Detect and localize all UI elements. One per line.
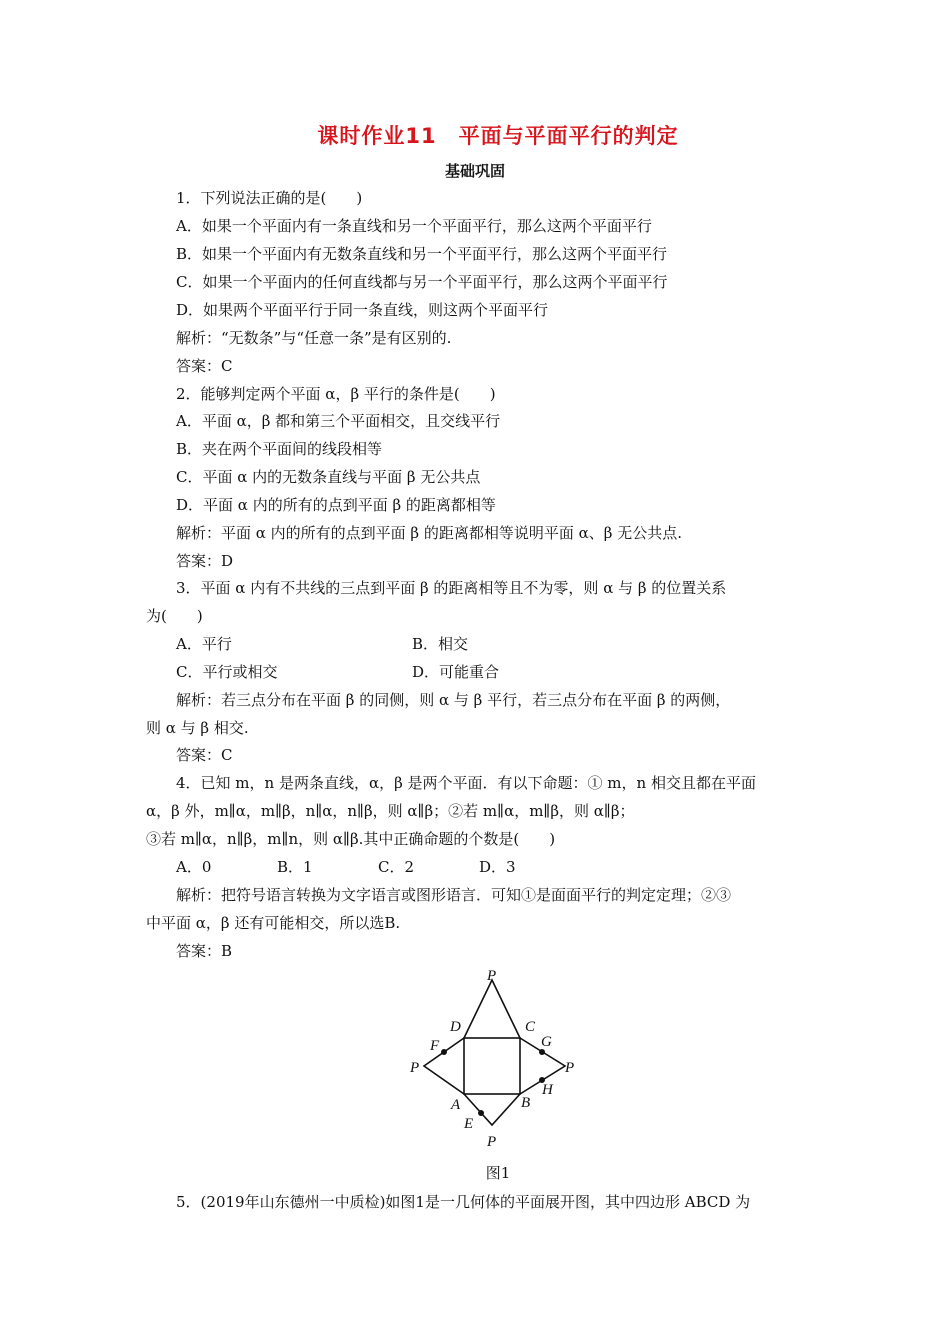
point-f-dot bbox=[441, 1049, 447, 1055]
q4-analysis-line1: 解析：把符号语言转换为文字语言或图形语言．可知①是面面平行的判定定理；②③ bbox=[176, 886, 732, 904]
base-square-abcd bbox=[464, 1038, 520, 1094]
label-d: D bbox=[450, 1019, 461, 1035]
q4-option-b: B．1 bbox=[277, 858, 313, 876]
q4-answer: 答案：B bbox=[176, 942, 233, 960]
q1-option-c: C．如果一个平面内的任何直线都与另一个平面平行，那么这两个平面平行 bbox=[176, 273, 668, 291]
q1-answer: 答案：C bbox=[176, 357, 233, 375]
label-h: H bbox=[542, 1082, 553, 1098]
q2-option-c: C．平面 α 内的无数条直线与平面 β 无公共点 bbox=[176, 468, 481, 486]
q3-option-b: B．相交 bbox=[412, 635, 469, 653]
label-b: B bbox=[521, 1095, 531, 1111]
q3-stem-line2: 为( ) bbox=[146, 607, 203, 625]
label-p-left: P bbox=[410, 1060, 420, 1076]
q3-analysis-line1: 解析：若三点分布在平面 β 的同侧，则 α 与 β 平行，若三点分布在平面 β 的两侧， bbox=[176, 691, 731, 709]
q4-stem-line2: α，β 外，m∥α，m∥β，n∥α，n∥β，则 α∥β；②若 m∥α，m∥β，则 α∥β； bbox=[146, 802, 635, 820]
q4-analysis-line2: 中平面 α，β 还有可能相交，所以选B. bbox=[146, 914, 401, 932]
q4-option-d: D．3 bbox=[479, 858, 516, 876]
q4-stem-line3: ③若 m∥α，n∥β，m∥n，则 α∥β.其中正确命题的个数是( ) bbox=[146, 830, 556, 848]
q1-stem: 1．下列说法正确的是( ) bbox=[176, 189, 363, 207]
top-triangle bbox=[464, 980, 520, 1038]
q1-analysis: 解析：“无数条”与“任意一条”是有区别的. bbox=[176, 329, 452, 347]
q2-option-a: A．平面 α，β 都和第三个平面相交，且交线平行 bbox=[176, 412, 501, 430]
section-heading: 基础巩固 bbox=[444, 162, 505, 180]
label-p-top: P bbox=[487, 968, 497, 984]
q4-option-c: C．2 bbox=[378, 858, 415, 876]
q2-option-d: D．平面 α 内的所有的点到平面 β 的距离都相等 bbox=[176, 496, 496, 514]
label-p-bottom: P bbox=[487, 1134, 497, 1150]
q4-option-a: A．0 bbox=[176, 858, 212, 876]
label-a: A bbox=[451, 1097, 461, 1113]
q3-stem-line1: 3．平面 α 内有不共线的三点到平面 β 的距离相等且不为零，则 α 与 β 的位置关系 bbox=[176, 579, 727, 597]
q3-option-a: A．平行 bbox=[176, 635, 232, 653]
label-g: G bbox=[541, 1034, 552, 1050]
q2-answer: 答案：D bbox=[176, 552, 234, 570]
q1-option-d: D．如果两个平面平行于同一条直线，则这两个平面平行 bbox=[176, 301, 549, 319]
q5-stem: 5．(2019年山东德州一中质检)如图1是一几何体的平面展开图，其中四边形 ABCD 为 bbox=[176, 1193, 751, 1211]
label-c: C bbox=[525, 1019, 536, 1035]
page-title: 课时作业11 平面与平面平行的判定 bbox=[317, 124, 679, 148]
q1-option-b: B．如果一个平面内有无数条直线和另一个平面平行，那么这两个平面平行 bbox=[176, 245, 668, 263]
label-f: F bbox=[430, 1038, 440, 1054]
q1-option-a: A．如果一个平面内有一条直线和另一个平面平行，那么这两个平面平行 bbox=[176, 217, 652, 235]
q3-analysis-line2: 则 α 与 β 相交. bbox=[146, 719, 249, 737]
label-e: E bbox=[464, 1116, 474, 1132]
q3-answer: 答案：C bbox=[176, 746, 233, 764]
point-e-dot bbox=[478, 1110, 484, 1116]
q2-option-b: B．夹在两个平面间的线段相等 bbox=[176, 440, 383, 458]
q3-option-c: C．平行或相交 bbox=[176, 663, 278, 681]
pyramid-net-figure bbox=[400, 968, 590, 1158]
q4-stem-line1: 4．已知 m，n 是两条直线，α，β 是两个平面．有以下命题：① m，n 相交且都在平面 bbox=[176, 774, 756, 792]
q2-stem: 2．能够判定两个平面 α，β 平行的条件是( ) bbox=[176, 385, 496, 403]
figure-caption: 图1 bbox=[485, 1164, 511, 1182]
q3-option-d: D．可能重合 bbox=[412, 663, 500, 681]
q2-analysis: 解析：平面 α 内的所有的点到平面 β 的距离都相等说明平面 α、β 无公共点. bbox=[176, 524, 682, 542]
label-p-right: P bbox=[565, 1060, 575, 1076]
